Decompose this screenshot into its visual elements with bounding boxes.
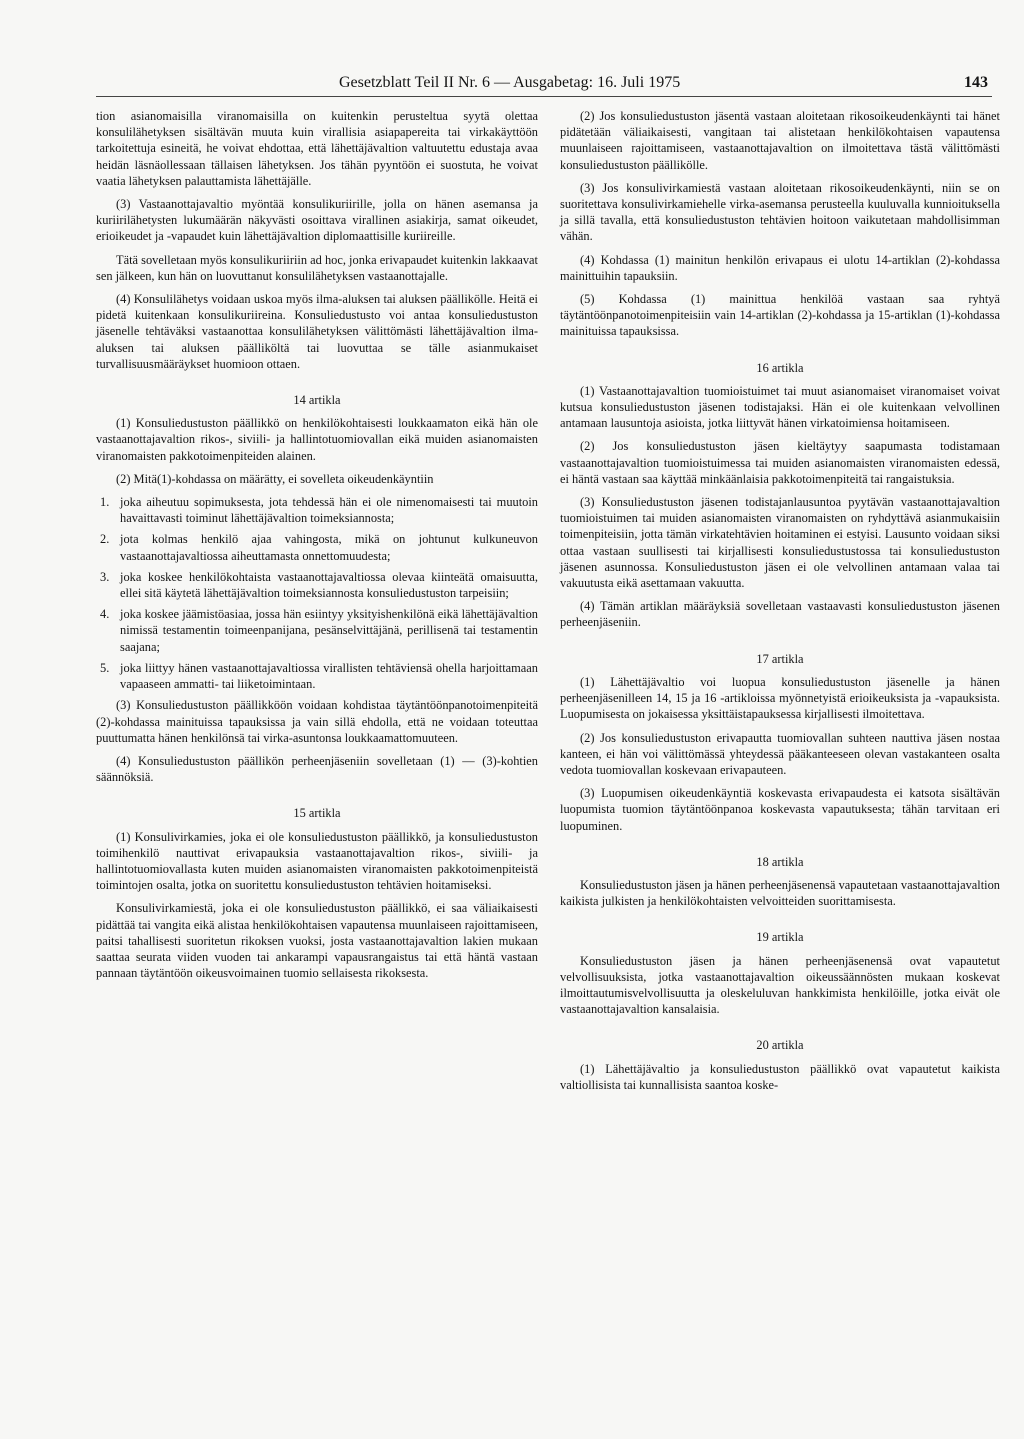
list-item [96,660,538,692]
paragraph: (2) Mitä(1)-kohdassa on määrätty, ei sovelleta oikeudenkäyntiin [116,471,434,486]
list-number: 3. [100,569,110,584]
paragraph: (1) Konsuliedustuston päällikkö on henkilökohtaisesti loukkaamaton eikä hän ole vastaanottajavaltion rikos-, siviili- ja hallintotuomiovallan eikä muiden asianomaisten viranomaisten pakkotoimenpiteiden alainen. [96,416,538,463]
list-text: joka aiheutuu sopimuksesta, jota tehdessä hän ei ole nimenomaisesti tai muutoin havaittavasti toiminut lähettäjävaltion toimeksiannosta; [120,495,538,526]
paragraph: (1) Konsulivirkamies, joka ei ole konsuliedustuston päällikkö, ja konsuliedustuston toimihenkilö nauttivat erivapauksia vastaanottajavaltion rikos-, siviili- ja hallintotuomiovallasta kuten muiden asianomaisten viranomaisten pakkotoimenpiteistä toimintojen osalta, jotka on suoritettu konsuliedustuston tehtävien hoitamiseksi. [96,829,538,893]
right-column [560,108,1000,1100]
paragraph: Konsuliedustuston jäsen ja hänen perheenjäsenensä vapautetaan vastaanottajavaltion kaikista julkisten ja henkilökohtaisten velvoitteiden suorittamisesta. [560,877,1000,909]
article-heading-18: 18 artikla [756,854,804,869]
paragraph: (5) Kohdassa (1) mainittua henkilöä vastaan saa ryhtyä täytäntöönpanotoimenpiteisiin vain 14-artiklan (2)-kohdassa ja 15-artiklan (1)-kohdassa mainituissa tapauksissa. [560,292,1000,339]
article-heading-17: 17 artikla [756,651,804,666]
paragraph: tion asianomaisilla viranomaisilla on kuitenkin perusteltua syytä olettaa konsulilähetyksen sisältävän muuta kuin virallisia asiapapereita tai virkakäyttöön tarkoitettuja esineitä, he voivat ehdottaa, että lähettäjävaltion valtuutettu edustaja avaa heidän läsnäollessaan tällaisen lähetyksen. Jos tähän pyyntöön ei suostuta, he voivat vaatia lähetyksen palauttamista lähettäjälle. [96,109,538,188]
paragraph: (3) Vastaanottajavaltio myöntää konsulikuriirille, jolla on hänen asemansa ja kuriirilähetysten lukumäärän näkyvästi osoittava virallinen asiakirja, samat oikeudet, erioikeudet ja -vapaudet kuin lähettäjävaltion diplomaattisille kuriireille. [96,197,538,244]
list-item [96,494,538,526]
paragraph: (1) Lähettäjävaltio voi luopua konsuliedustuston jäsenelle ja hänen perheenjäsenilleen 14, 15 ja 16 -artikloissa myönnetyistä erioikeuksista ja -vapauksista. Luopumisesta on jokaisessa yksittäistapauksessa kirjallisesti ilmoitettava. [560,674,1000,722]
list-text: joka liittyy hänen vastaanottajavaltiossa virallisten tehtäviensä ohella harjoittamaan vapaaseen ammatti- tai liiketoimintaan. [120,660,538,692]
list-text: jota kolmas henkilö ajaa vahingosta, mikä on johtunut kulkuneuvon vastaanottajavaltiossa aiheuttamasta onnettomuudesta; [120,532,538,563]
paragraph: (4) Konsuliedustuston päällikön perheenjäseniin sovelletaan (1) — (3)-kohtien säännöksiä. [96,753,538,785]
list-text: joka koskee henkilökohtaista vastaanottajavaltiossa olevaa kiinteätä omaisuutta, ellei sitä käytetä lähettäjävaltion toimeksiannosta konsuliedustuston tarpeisiin; [120,569,538,601]
article-heading-20: 20 artikla [756,1038,804,1053]
paragraph: Konsuliedustuston jäsen ja hänen perheenjäsenensä ovat vapautetut velvollisuuksista, jotka vastaanottajavaltion oikeussäännösten mukaan koskevat ilmoittautumisvelvollisuutta ja oleskeluluvan hankkimista henkilöille, jotka eivät ole vastaanottajavaltion kansalaisia. [560,953,1000,1017]
running-header [96,74,992,97]
paragraph: Tätä sovelletaan myös konsulikuriiriin ad hoc, jonka erivapaudet kuitenkin lakkaavat sen jälkeen, kun hän on luovuttanut konsulilähetyksen vastaanottajalle. [96,252,538,283]
list-text: joka koskee jäämistöasiaa, jossa hän esiintyy yksityishenkilönä eikä lähettäjävaltion nimissä testamentin toimeenpanijana, pesänselvittäjänä, perillisenä tai testamentin saajana; [120,607,538,654]
paragraph: (3) Jos konsulivirkamiestä vastaan aloitetaan rikosoikeudenkäynti, niin se on suoritettava konsulivirkamiehelle virka-asemansa perusteella kuuluvalla kunnioituksella ja sillä tavalla, että konsuliedustuston tehtävien hoitoon vaikutetaan mahdollisimman vähän. [560,180,1000,244]
list-number: 4. [100,607,110,622]
paragraph: (2) Jos konsuliedustuston jäsentä vastaan aloitetaan rikosoikeudenkäynti tai hänet pidätetään väliaikaisesti, vangitaan tai alistetaan henkilökohtaisen vapautensa muunlaiseen rajoittamiseen, vastaanottajavaltion on ilmoitettava tästä välittömästi konsuliedustuston päällikölle. [560,109,1000,172]
paragraph: (4) Tämän artiklan määräyksiä sovelletaan vastaavasti konsuliedustuston jäsenen perheenjäseniin. [560,599,1000,630]
list-number: 2. [100,532,110,547]
list-number: 1. [100,495,110,510]
paragraph: (1) Lähettäjävaltio ja konsuliedustuston päällikkö ovat vapautetut kaikista valtiollisista tai kunnallisista saantoa koske- [560,1061,1000,1092]
paragraph: (2) Jos konsuliedustuston erivapautta tuomiovallan suhteen nauttiva jäsen nostaa kanteen, ei hän voi välittömässä yhteydessä pääkanteeseen olevan vastakanteen osalta vedota tuomiovallan koskevaan erivapauteen. [560,730,1000,777]
article-heading-16: 16 artikla [756,360,804,375]
paragraph: (2) Jos konsuliedustuston jäsen kieltäytyy saapumasta todistamaan vastaanottajavaltion tuomioistuimessa tai muiden asianomaisten viranomaisten edessä, ei häntä vastaan saa käyttää minkäänlaisia pakkotoimenpiteitä tai rangaistuksia. [560,439,1000,486]
page-number: 143 [964,74,988,91]
list-item [96,531,538,563]
gazette-title: Gesetzblatt Teil II Nr. 6 — Ausgabetag: 16. Juli 1975 [339,74,681,91]
paragraph: (4) Kohdassa (1) mainitun henkilön erivapaus ei ulotu 14-artiklan (2)-kohdassa mainittuihin tapauksiin. [560,252,1000,283]
paragraph: (4) Konsulilähetys voidaan uskoa myös ilma-aluksen tai aluksen päällikölle. Heitä ei pidetä kuitenkaan konsulikuriireina. Konsuliedustusto voi antaa konsuliedustuston jäsenelle tehtäväksi vastaanottaa konsulilähetyksen välittömästi lähettäjävaltion ilma-aluksen tai aluksen päälliköltä tai luovuttaa se tälle asianmukaiset turvallisuusmääräykset huomioon ottaen. [96,292,538,371]
paragraph: (1) Vastaanottajavaltion tuomioistuimet tai muut asianomaiset viranomaiset voivat kutsua konsuliedustuston jäsenen todistajaksi. Hän ei ole kuitenkaan velvollinen antamaan lausuntoja asioista, jotka liittyvät hänen virkatoimiensa hoitamiseen. [560,383,1000,431]
article-heading-19: 19 artikla [756,930,804,945]
paragraph: (3) Luopumisen oikeudenkäyntiä koskevasta erivapaudesta ei katsota sisältävän luopumista tuomion täytäntöönpanoa koskevasta vapautuksesta; tähän tarvitaan eri luopuminen. [560,786,1000,833]
article-heading-14: 14 artikla [293,393,341,408]
paragraph: (3) Konsuliedustuston jäsenen todistajanlausuntoa pyytävän vastaanottajavaltion tuomioistuimen tai muiden asianomaisten viranomaisten on ryhdyttävä asianmukaisiin toimenpiteisiin, jotta tämän virkatehtävien hoitaminen ei estyisi. Lausunto voidaan siksi ottaa vastaan suullisesti tai kirjallisesti konsuliedustustossa tai konsuliedustuston jäsenen asunnossa. Konsuliedustuston jäsen ei ole velvollinen antamaan valaa tai vakuutusta eikä asettamaan vakuutta. [560,495,1000,591]
left-column [96,108,538,988]
list-item [96,606,538,655]
paragraph: Konsulivirkamiestä, joka ei ole konsuliedustuston päällikkö, ei saa väliaikaisesti pidättää tai vangita eikä alistaa henkilökohtaisen vapautensa muunlaiseen rajoittamiseen, paitsi tahallisesti suoritetun rikoksen vuoksi, josta vastaanottajavaltion lakien mukaan saattaa seurata viiden vuoden tai ankarampi vapausrangaistus tai että häntä vastaan pannaan täytäntöön oikeusvoimainen tuomio sellaisesta rikoksesta. [96,901,538,981]
list-number: 5. [100,660,110,675]
article-heading-15: 15 artikla [293,806,341,821]
list-item [96,569,538,601]
paragraph: (3) Konsuliedustuston päällikköön voidaan kohdistaa täytäntöönpanotoimenpiteitä (2)-kohdassa mainituissa tapauksissa ja vain sillä ehdolla, että ne voidaan toteuttaa puuttumatta hänen henkilönsä tai virka-asuntonsa loukkaamattomuuteen. [96,698,538,745]
